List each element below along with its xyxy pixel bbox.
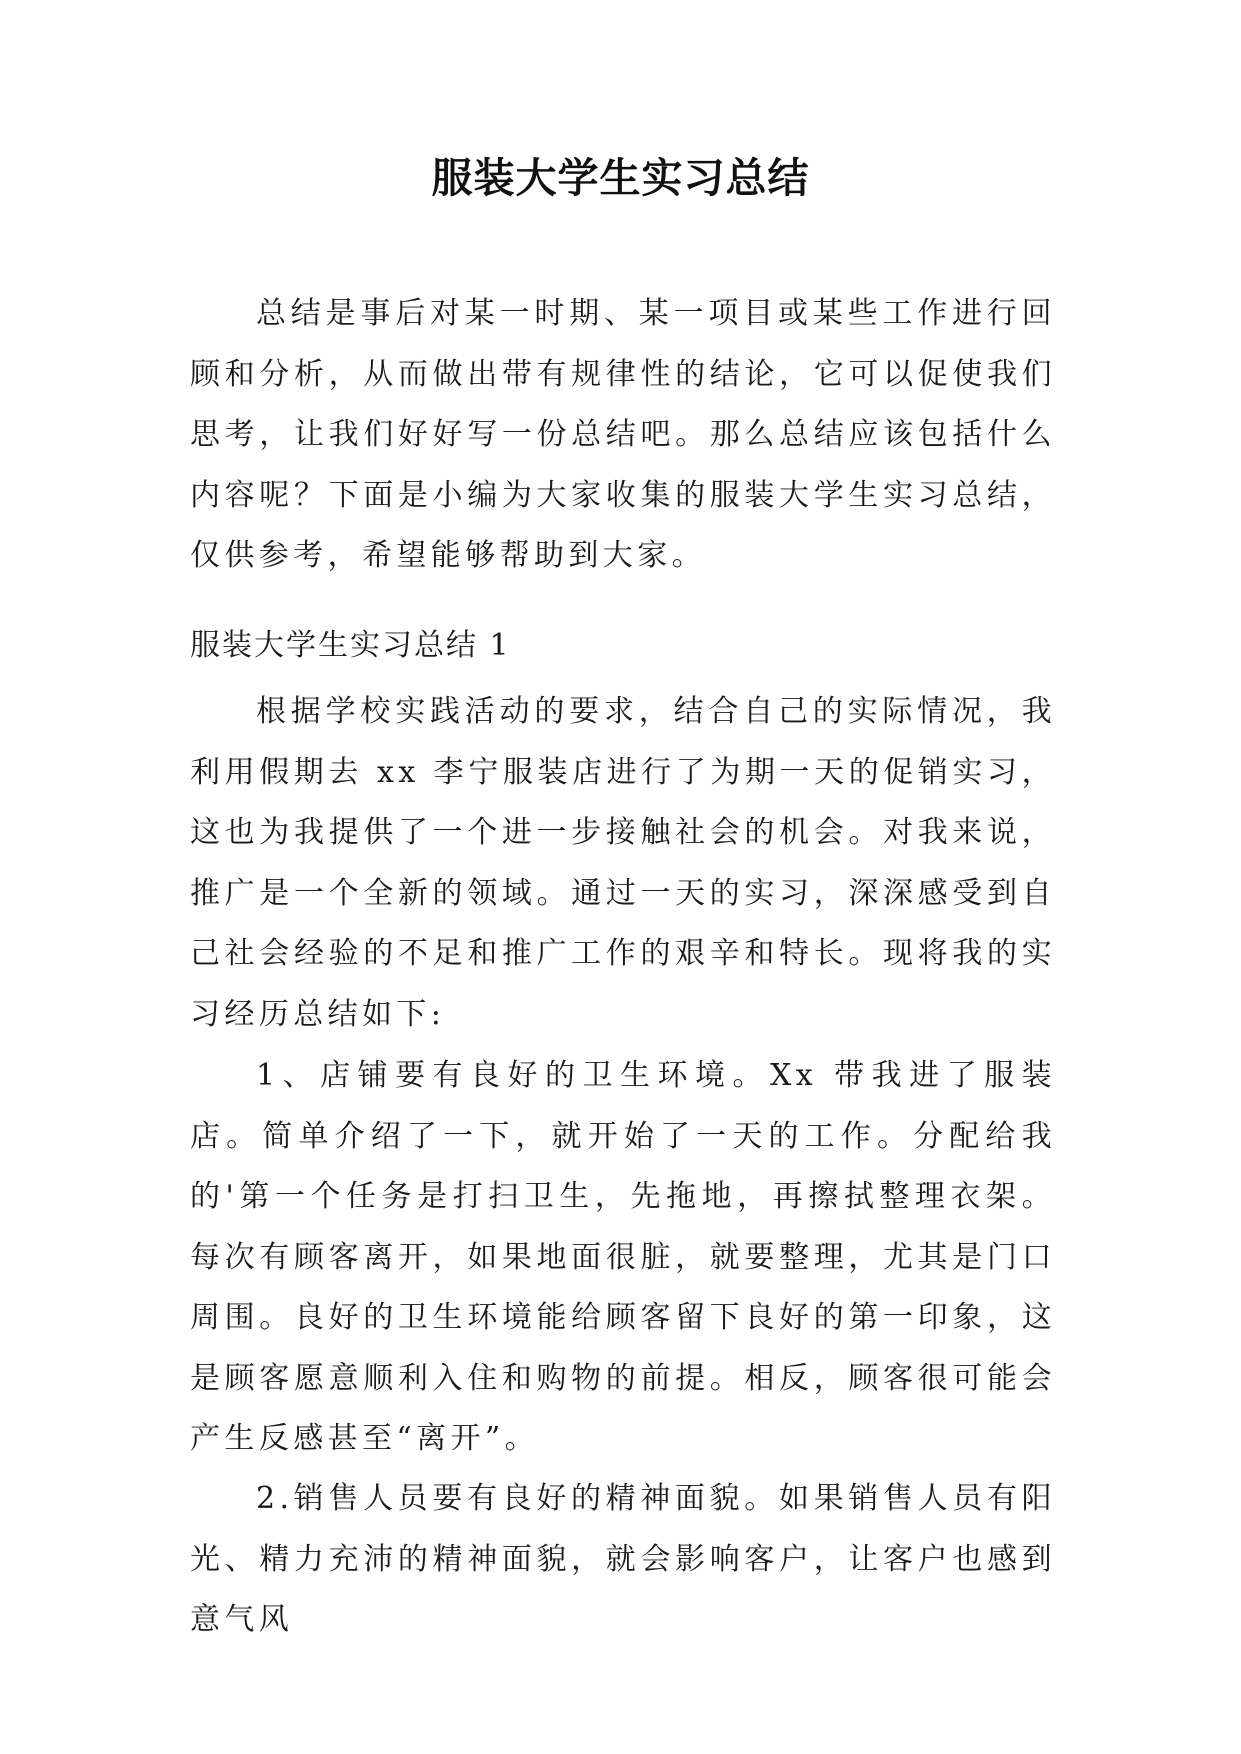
section-heading: 服装大学生实习总结 1 bbox=[190, 628, 511, 663]
intro-paragraph: 总结是事后对某一时期、某一项目或某些工作进行回顾和分析，从而做出带有规律性的结论，它可以促使我们思考，让我们好好写一份总结吧。那么总结应该包括什么内容呢？下面是小编为大家收集的服装大学生实习总结，仅供参考，希望能够帮助到大家。 bbox=[190, 296, 1056, 573]
body-paragraph: 2.销售人员要有良好的精神面貌。如果销售人员有阳光、精力充沛的精神面貌，就会影响客户，让客户也感到意气风 bbox=[190, 1481, 1056, 1637]
body-paragraph: 根据学校实践活动的要求，结合自己的实际情况，我利用假期去 xx 李宁服装店进行了为期一天的促销实习，这也为我提供了一个进一步接触社会的机会。对我来说，推广是一个全新的领域。通过一天的实习，深深感受到自己社会经验的不足和推广工作的艰辛和特长。现将我的实习经历总结如下: bbox=[190, 694, 1056, 1032]
body-paragraph: 1、店铺要有良好的卫生环境。Xx 带我进了服装店。简单介绍了一下，就开始了一天的工作。分配给我的'第一个任务是打扫卫生，先拖地，再擦拭整理衣架。每次有顾客离开，如果地面很脏，就要整理，尤其是门口周围。良好的卫生环境能给顾客留下良好的第一印象，这是顾客愿意顺利入住和购物的前提。相反，顾客很可能会产生反感甚至“离开”。 bbox=[190, 1058, 1056, 1456]
document-title: 服装大学生实习总结 bbox=[431, 154, 810, 202]
